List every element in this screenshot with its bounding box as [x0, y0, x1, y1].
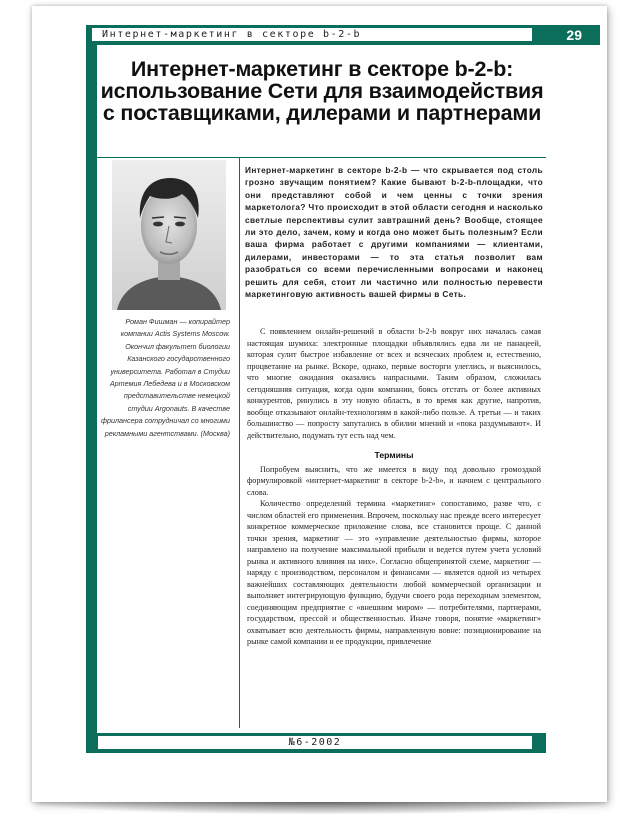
column-divider: [239, 158, 240, 728]
running-header: [86, 25, 600, 45]
portrait-image: [112, 160, 226, 310]
article-body: [247, 326, 541, 648]
body-paragraph: Попробуем выяснить, что же имеется в виду под довольно громоздкой формулировкой «интернет-маркетинг в секторе b-2-b», и начнем с центрального слова.: [247, 464, 541, 497]
author-caption: Роман Фишман — копирайтер компании Actis Systems Moscow. Окончил факультет биологии Казанского государственного университета. Работал в Студии Артемия Лебедева и в Московском представительстве немецкой студии Argonauts. В качестве фрилансера сотрудничал со многими рекламными агентствами. (Москва): [101, 317, 230, 438]
issue-number: №6-2002: [98, 736, 532, 749]
running-title: Интернет-маркетинг в секторе b-2-b: [92, 28, 532, 41]
left-frame-bar: [86, 45, 97, 733]
page-number: 29: [566, 27, 582, 43]
title-divider: [86, 157, 546, 158]
author-photo: [112, 160, 226, 310]
section-heading: Термины: [374, 450, 414, 460]
running-footer: [86, 733, 546, 753]
article-title: Интернет-маркетинг в секторе b-2-b: использование Сети для взаимодействия с поставщиками, дилерами и партнерами: [100, 57, 544, 125]
article-lead: Интернет-маркетинг в секторе b-2-b — что скрывается под столь грозно звучащим понятием? Какие бывают b-2-b-площадки, что они представляют собой и чем ценны с точки зрения маркетолога? Что происходит в этой области сегодня и насколько светлые перспективы сулит завтрашний день? Вообще, стоящее ли это дело, зачем, кому и когда оно может быть полезным? Если ваша фирма работает с другими компаниями — клиентами, дилерами, инвесторами — то эта статья позволит вам разобраться со всеми перечисленными вопросами и наконец решить для себя, стоит ли частично или полностью перевести маркетинговую активность вашей фирмы в Сеть.: [245, 165, 543, 300]
body-paragraph: Количество определений термина «маркетинг» сопоставимо, разве что, с числом областей его применения. Впрочем, поскольку нас прежде всего интересует конкретное коммерческое приложение слова, все становится проще. С данной точки зрения, маркетинг — это «управление деятельностью фирмы, которое направлено на получение максимальной прибыли и ведется путем учета условий рынка и активного влияния на них». Согласно общепринятой схеме, маркетинг — наряду с производством, персоналом и финансами — является одной из четырех важнейших составляющих деятельности любой коммерческой организации и выполняет интегрирующую функцию, будучи своего рода переходным элементом, соединяющим предприятие с «внешним миром» — потребителями, партнерами, государством, прессой и общественностью. Иначе говоря, понятие «маркетинг» охватывает всю деятельность фирмы, направленную вовне: позиционирование на рынке самой компании и ее продукции, привлечение: [247, 499, 541, 646]
intro-paragraph: С появлением онлайн-решений в области b-2-b вокруг них началась самая настоящая шумиха: электронные площадки объявлялись едва ли не панацеей, которая сулит быстрое избавление от всех и всяческих проблем и, естественно, процветание на рынке. Вскоре, однако, первые восторги улеглись, и выяснилось, что многие ожидания оказались напрасными. Таким образом, сложилась сегодняшняя ситуация, когда одни компании, боясь отстать от более активных конкурентов, ринулись в эту новую область, в то время как другие, напротив, вообще отказывают онлайн-технологиям в какой-либо пользе. А третьи — и таких большинство — попросту запутались в обилии мнений и «пока раздумывают». И действительно, подумать тут есть над чем.: [247, 327, 541, 440]
